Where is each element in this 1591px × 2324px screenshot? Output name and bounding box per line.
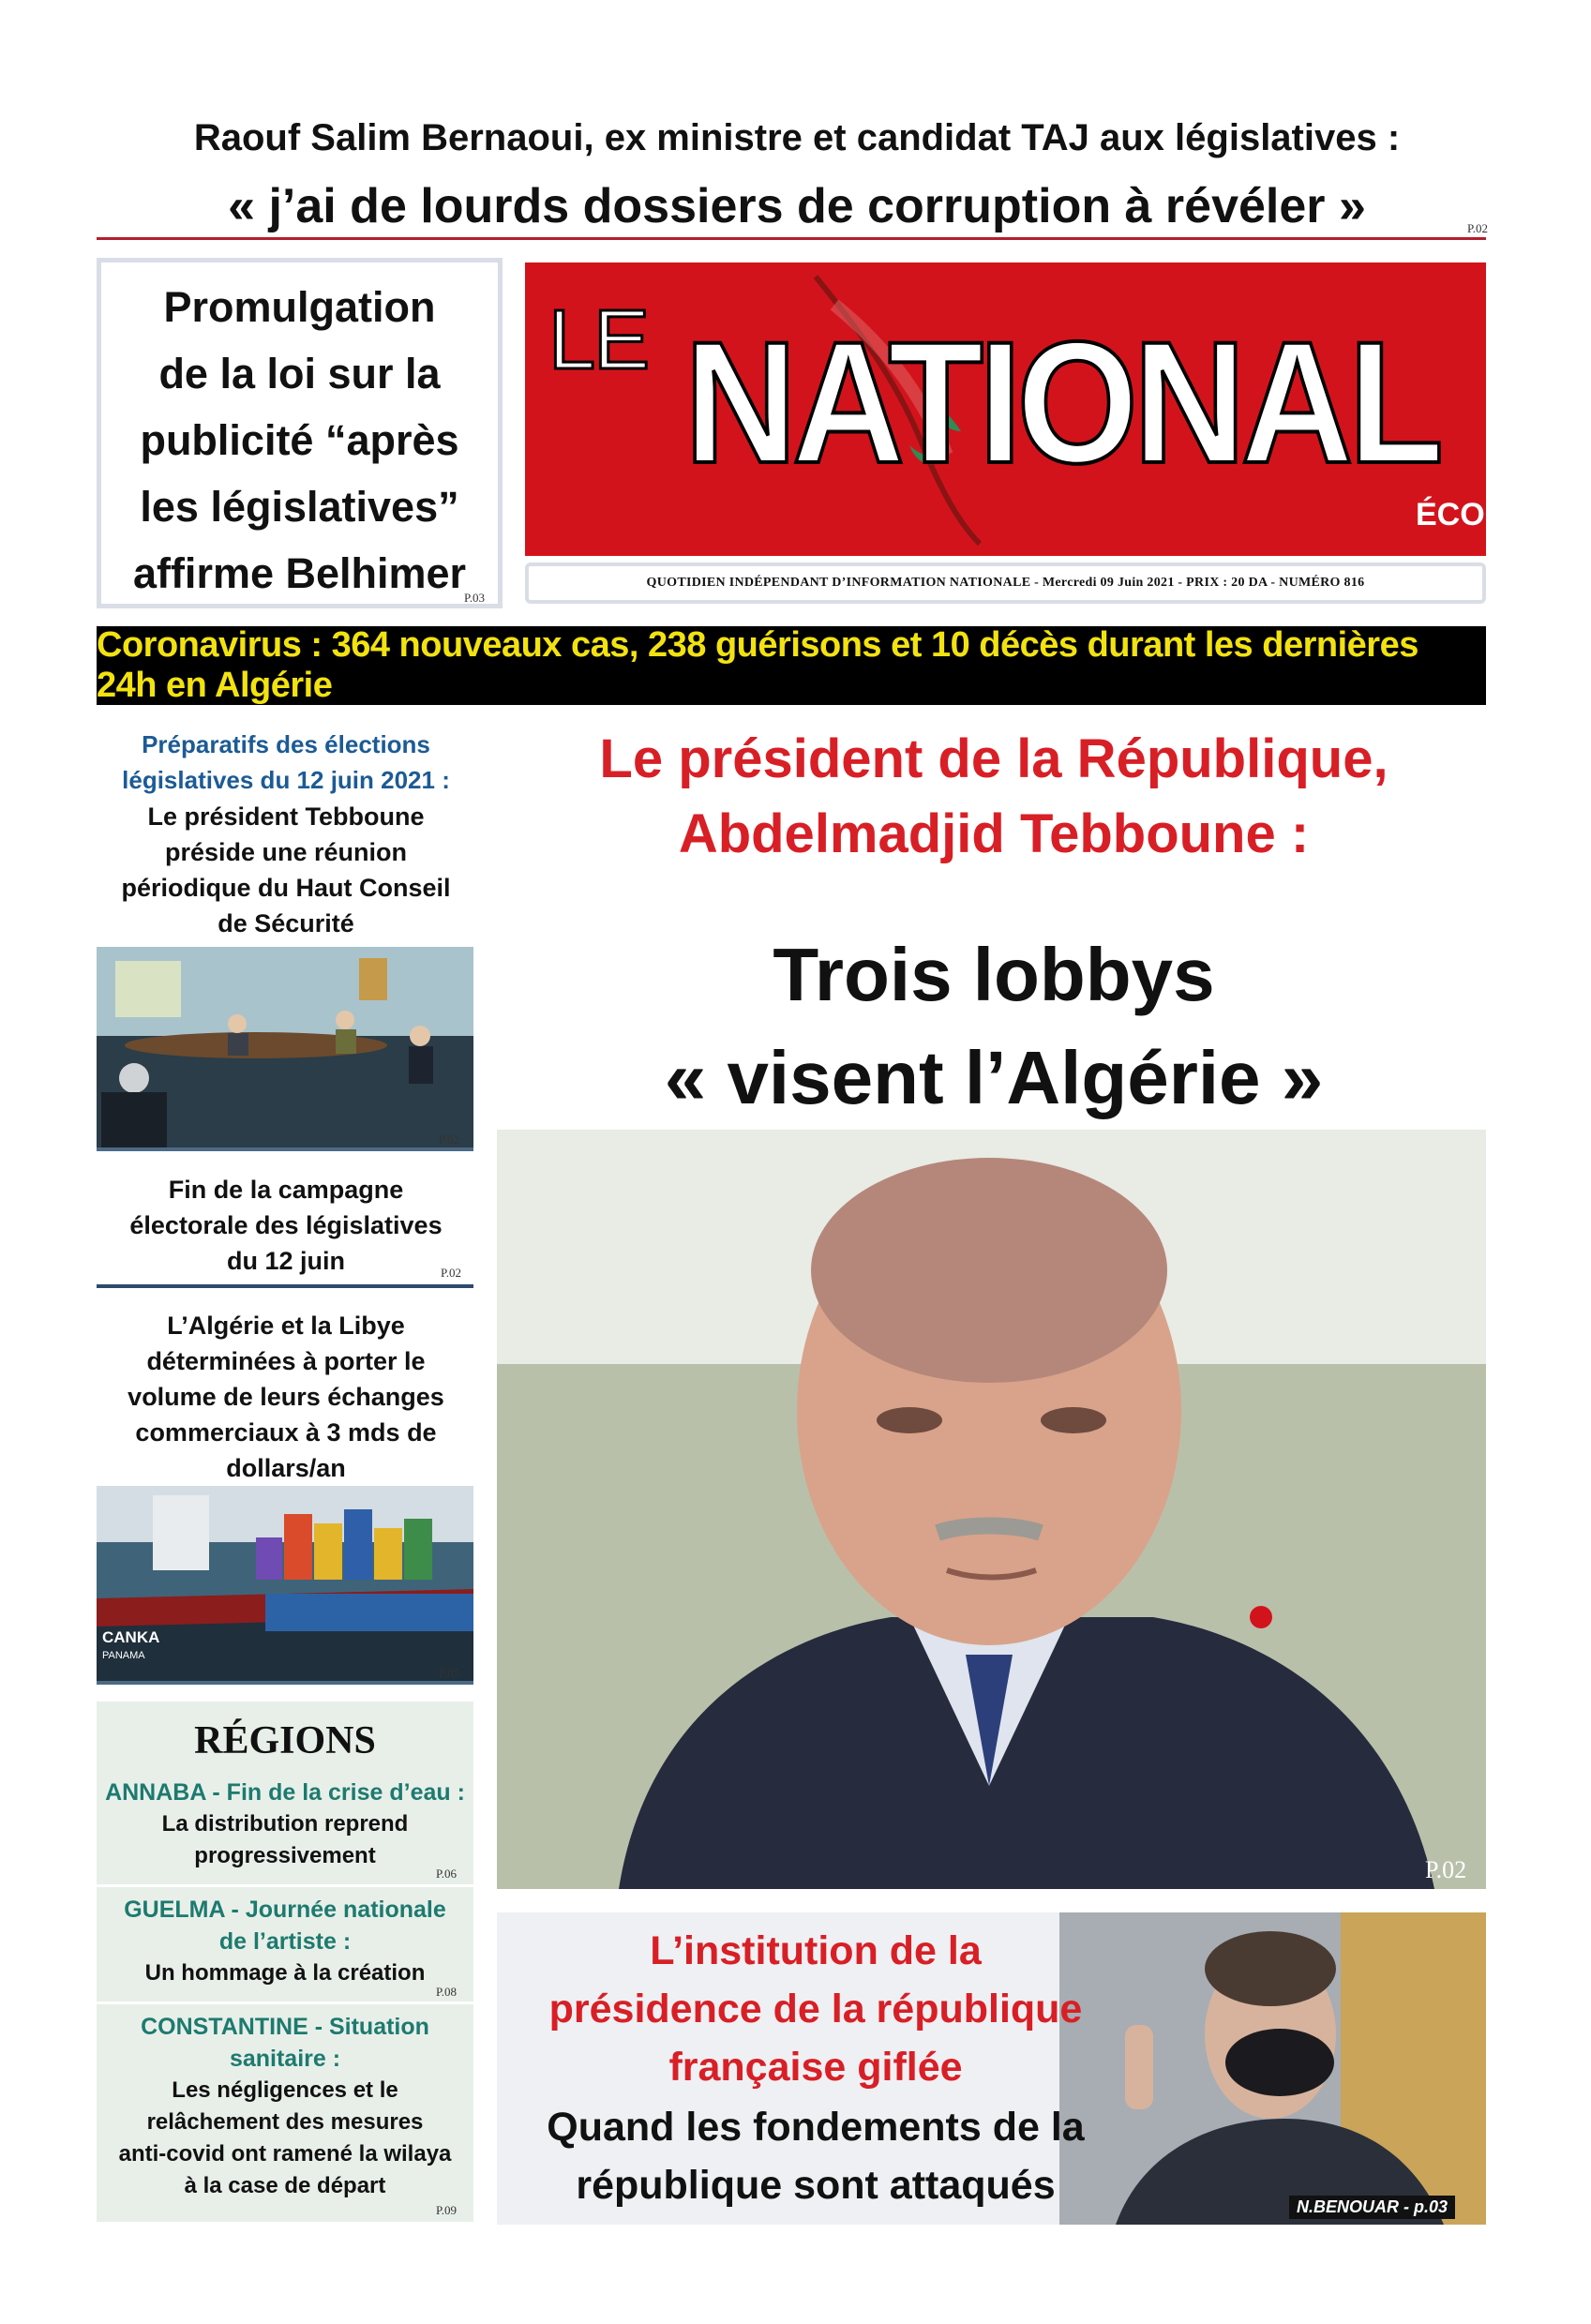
photo-credit: N.BENOUAR - p.03: [1289, 2196, 1455, 2219]
region-body: Les négligences et le: [172, 2077, 398, 2103]
masthead-le: LE: [548, 293, 649, 387]
main-kicker: [497, 722, 1491, 872]
fin-page-ref: P.02: [441, 1266, 462, 1280]
top-headline[interactable]: « j’ai de lourds dossiers de corruption à révéler »: [228, 179, 1366, 233]
region-page-ref: P.06: [436, 1867, 458, 1881]
promo-line: les législatives”: [140, 483, 459, 531]
main-headline[interactable]: [497, 923, 1491, 1130]
prep-title-line: de Sécurité: [218, 909, 354, 937]
photo2-page-ref: P.05: [439, 1666, 460, 1680]
main-title-line: Trois lobbys: [773, 933, 1215, 1016]
security-council-photo[interactable]: [97, 947, 473, 1151]
ship-flag: PANAMA: [102, 1650, 145, 1661]
promo-line: de la loi sur la: [158, 350, 441, 397]
fin-title-line: du 12 juin: [226, 1247, 345, 1275]
region-body: relâchement des mesures: [146, 2109, 424, 2135]
region-kicker-guelma[interactable]: GUELMA - Journée nationale: [124, 1897, 446, 1923]
masthead-national: NATIONAL: [684, 307, 1439, 500]
top-kicker: Raouf Salim Bernaoui, ex ministre et candidat TAJ aux législatives :: [193, 117, 1401, 158]
libye-title-line: L’Algérie et la Libye: [167, 1312, 405, 1340]
bottom-kicker-line: L’institution de la: [650, 1928, 982, 1973]
prep-kicker-line: législatives du 12 juin 2021 :: [122, 766, 450, 794]
promo-page-ref: P.03: [464, 591, 486, 605]
fin-title-line: électorale des législatives: [129, 1211, 443, 1239]
prep-kicker-line: Préparatifs des élections: [142, 730, 430, 758]
bottom-story[interactable]: [497, 1912, 1486, 2225]
region-body: progressivement: [194, 1843, 376, 1868]
libye-title-line: commerciaux à 3 mds de: [135, 1418, 437, 1447]
bottom-kicker: [497, 1922, 1134, 2096]
promo-box[interactable]: [97, 258, 503, 608]
region-body: à la case de départ: [184, 2173, 386, 2198]
president-photo[interactable]: [497, 1130, 1486, 1889]
edition-info-bar: QUOTIDIEN INDÉPENDANT D’INFORMATION NATIONALE - Mercredi 09 Juin 2021 - PRIX : 20 DA - NUMÉRO 816: [525, 562, 1486, 604]
region-kicker-annaba[interactable]: ANNABA - Fin de la crise d’eau :: [105, 1779, 465, 1806]
prep-kicker: [94, 727, 478, 798]
promo-line: Promulgation: [163, 283, 436, 331]
region-body: La distribution reprend: [161, 1811, 409, 1837]
prep-title[interactable]: [94, 799, 478, 941]
top-page-ref: P.02: [1467, 221, 1489, 235]
divider: [97, 1284, 473, 1288]
regions-title: RÉGIONS: [194, 1719, 376, 1762]
region-body: Un hommage à la création: [144, 1960, 426, 1986]
region-divider: [97, 1884, 473, 1887]
region-kicker-guelma-2: de l’artiste :: [218, 1928, 352, 1955]
region-page-ref: P.09: [436, 2203, 458, 2217]
region-divider: [97, 2002, 473, 2004]
photo1-page-ref: P.02: [439, 1132, 460, 1147]
container-ship-photo[interactable]: [97, 1486, 473, 1685]
region-page-ref: P.08: [436, 1985, 458, 1999]
bottom-title-line: république sont attaqués: [576, 2163, 1056, 2208]
main-title-line: « visent l’Algérie »: [664, 1036, 1324, 1119]
masthead-eco: ÉCO: [1416, 497, 1485, 532]
bottom-kicker-line: française giflée: [668, 2045, 963, 2090]
bottom-kicker-line: présidence de la république: [548, 1987, 1083, 2032]
main-kicker-line: Le président de la République,: [599, 728, 1388, 789]
campaign-end-title[interactable]: [94, 1172, 478, 1279]
top-rule: [97, 237, 1486, 240]
algeria-libya-title[interactable]: [94, 1308, 478, 1486]
prep-title-line: périodique du Haut Conseil: [121, 874, 451, 902]
bottom-headline: [497, 2098, 1134, 2214]
coronavirus-banner[interactable]: Coronavirus : 364 nouveaux cas, 238 guérisons et 10 décès durant les dernières 24h en Algérie: [97, 626, 1486, 705]
libye-title-line: volume de leurs échanges: [128, 1383, 444, 1411]
masthead-logo: [525, 262, 1486, 556]
prep-title-line: préside une réunion: [164, 838, 408, 866]
promo-line: affirme Belhimer: [132, 549, 467, 597]
region-body: anti-covid ont ramené la wilaya: [118, 2141, 452, 2167]
libye-title-line: déterminées à porter le: [146, 1347, 426, 1375]
region-kicker-constantine-2: sanitaire :: [229, 2046, 341, 2072]
bottom-title-line: Quand les fondements de la: [547, 2105, 1085, 2150]
fin-title-line: Fin de la campagne: [168, 1176, 404, 1204]
meeting-room-illustration: [97, 947, 473, 1151]
president-portrait-illustration: [497, 1130, 1486, 1889]
container-ship-illustration: [97, 1486, 473, 1685]
promo-line: publicité “après: [140, 416, 459, 464]
main-page-ref: P.02: [1425, 1856, 1467, 1883]
regions-panel: [97, 1702, 473, 2222]
ship-name: CANKA: [102, 1628, 160, 1646]
libye-title-line: dollars/an: [226, 1454, 346, 1482]
main-kicker-line: Abdelmadjid Tebboune :: [678, 803, 1310, 864]
prep-title-line: Le président Tebboune: [147, 802, 425, 831]
region-kicker-constantine[interactable]: CONSTANTINE - Situation: [141, 2014, 429, 2040]
